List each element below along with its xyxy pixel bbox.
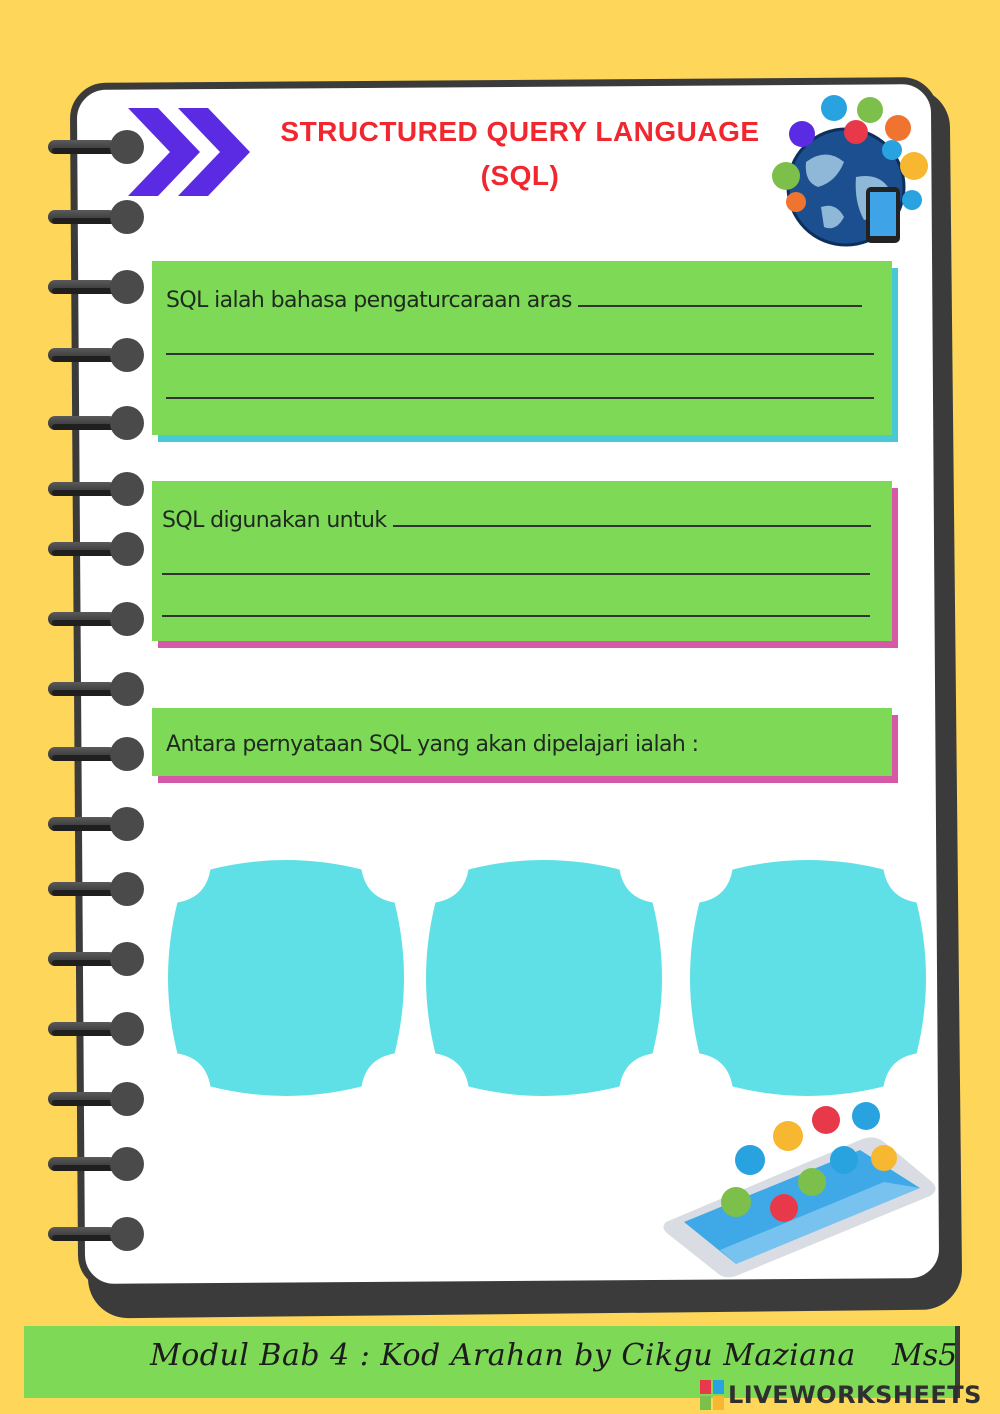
answer-blank-1b[interactable] <box>166 335 874 355</box>
question-card-3 <box>152 708 892 776</box>
spiral-ring <box>48 600 138 640</box>
smartphone-apps-icon <box>660 1100 940 1280</box>
chevron-icon <box>128 108 254 196</box>
spiral-ring <box>48 530 138 570</box>
spiral-ring <box>48 1215 138 1255</box>
answer-blank-2b[interactable] <box>162 555 870 575</box>
question-card-2 <box>152 481 892 641</box>
spiral-ring <box>48 735 138 775</box>
footer-module: Modul Bab 4 : Kod Arahan by Cikgu Maziana <box>150 1338 856 1373</box>
spiral-ring <box>48 470 138 510</box>
spiral-ring <box>48 268 138 308</box>
page-title <box>250 110 790 198</box>
spiral-ring <box>48 1080 138 1120</box>
spiral-ring <box>48 1010 138 1050</box>
question-2-prompt: SQL digunakan untuk <box>162 508 387 533</box>
globe-network-icon <box>766 92 936 252</box>
spiral-ring <box>48 940 138 980</box>
question-1-prompt: SQL ialah bahasa pengaturcaraan aras <box>166 288 572 313</box>
question-card-1 <box>152 261 892 435</box>
spiral-ring <box>48 128 138 168</box>
liveworksheets-logo-icon <box>700 1380 724 1410</box>
answer-frame-3[interactable] <box>690 860 926 1096</box>
answer-blank-1c[interactable] <box>166 379 874 399</box>
spiral-ring <box>48 1145 138 1185</box>
liveworksheets-watermark <box>700 1380 982 1410</box>
question-3-prompt: Antara pernyataan SQL yang akan dipelajari ialah : <box>166 732 699 757</box>
title-line-1: STRUCTURED QUERY LANGUAGE <box>280 116 760 147</box>
spiral-ring <box>48 870 138 910</box>
title-line-2: (SQL) <box>480 160 560 191</box>
answer-blank-1a[interactable] <box>578 287 862 307</box>
spiral-ring <box>48 670 138 710</box>
answer-frame-2[interactable] <box>426 860 662 1096</box>
watermark-text: LIVEWORKSHEETS <box>728 1381 982 1409</box>
spiral-ring <box>48 336 138 376</box>
spiral-ring <box>48 198 138 238</box>
footer-page-number: Ms5 <box>892 1338 958 1373</box>
answer-blank-2a[interactable] <box>393 507 871 527</box>
spiral-ring <box>48 805 138 845</box>
answer-frame-1[interactable] <box>168 860 404 1096</box>
answer-blank-2c[interactable] <box>162 597 870 617</box>
spiral-ring <box>48 404 138 444</box>
